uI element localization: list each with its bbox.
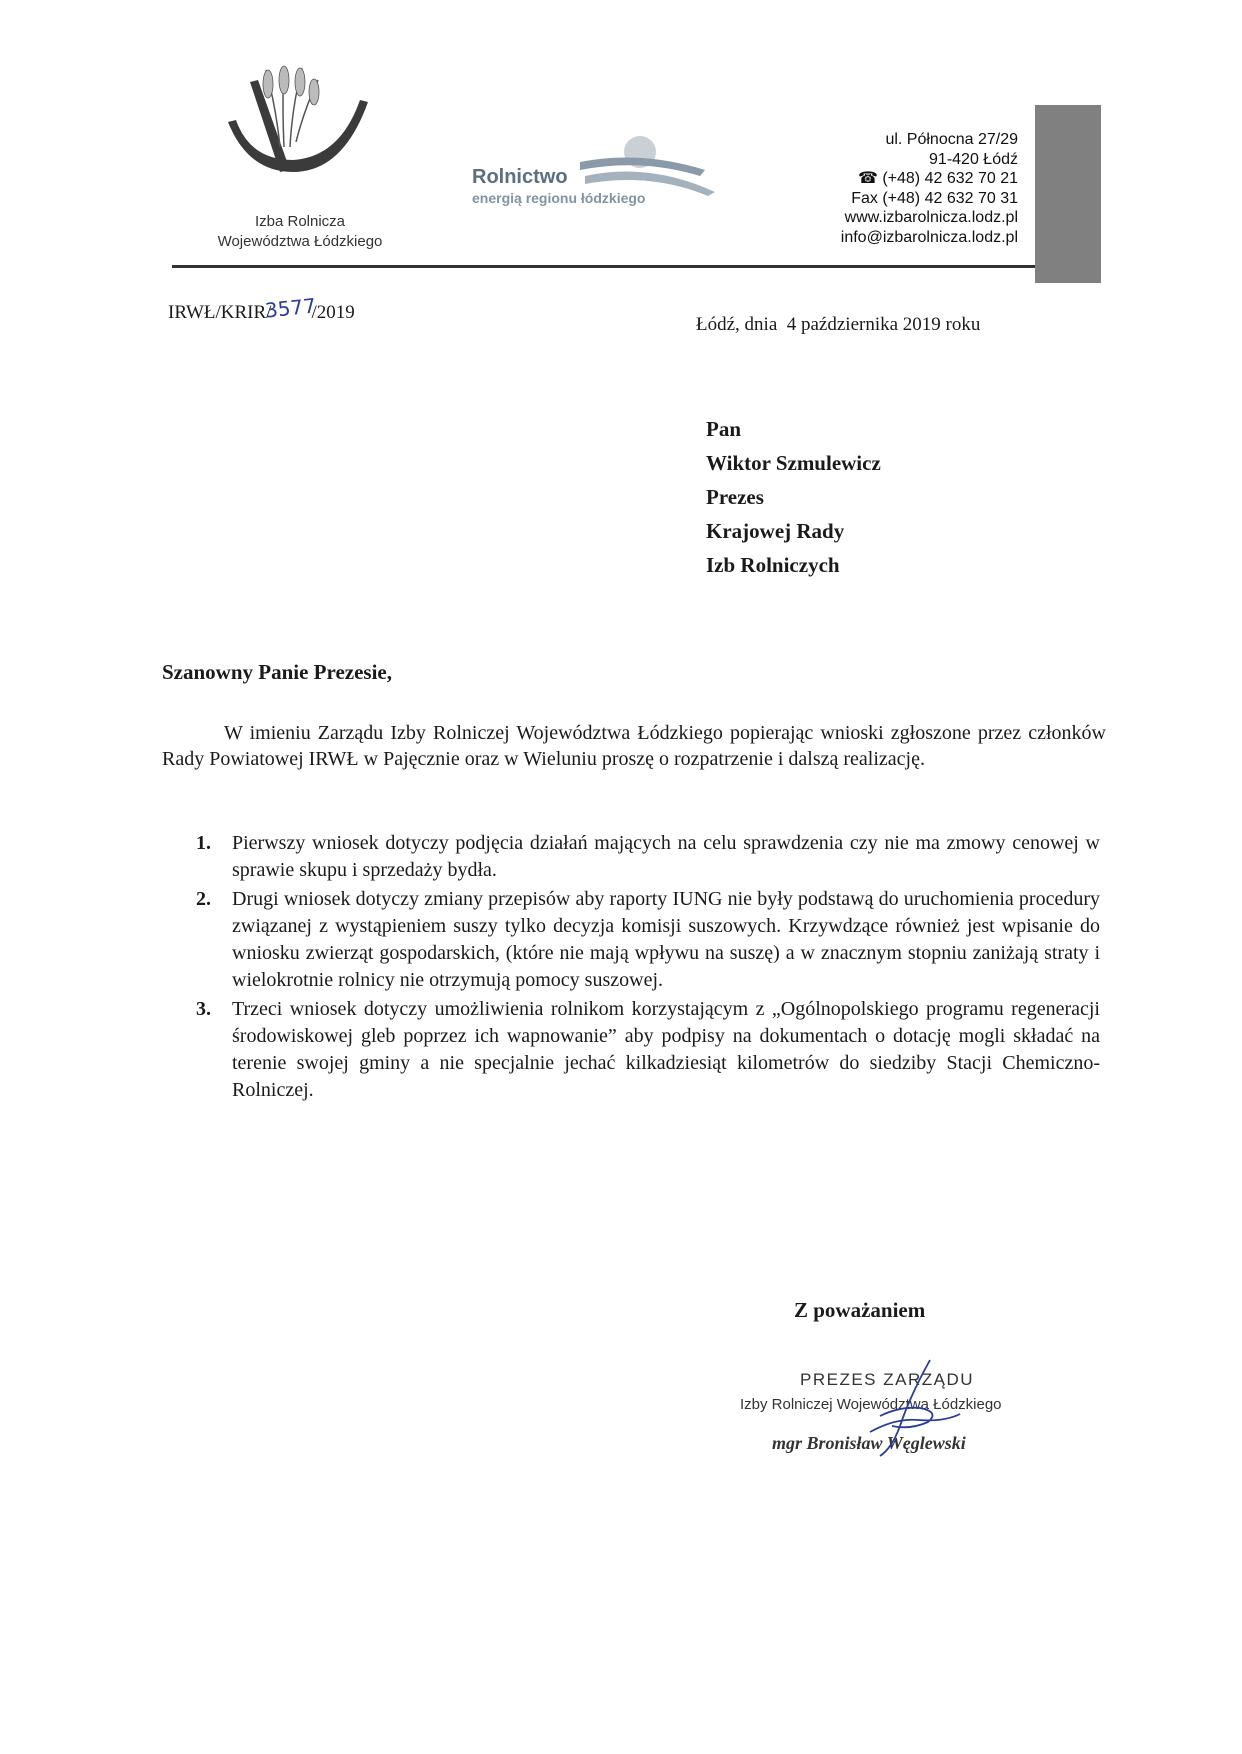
contact-website: www.izbarolnicza.lodz.pl — [844, 209, 1018, 226]
reference-number — [168, 293, 355, 324]
signature-title: PREZES ZARZĄDU — [800, 1370, 975, 1389]
org-name-line1: Izba Rolnicza — [254, 213, 346, 230]
wheat-sickle-icon — [218, 62, 378, 192]
handwritten-number: 3577 — [264, 293, 318, 323]
greeting: Szanowny Panie Prezesie, — [162, 660, 392, 684]
addressee-line: Wiktor Szmulewicz — [706, 451, 881, 475]
list-item-number: 3. — [196, 998, 211, 1020]
list-item — [196, 830, 1100, 884]
contact-city: 91-420 Łódź — [929, 150, 1018, 168]
header-rule — [172, 265, 1035, 268]
addressee-line: Prezes — [706, 485, 764, 509]
contact-street: ul. Północna 27/29 — [885, 131, 1018, 148]
contact-block — [700, 130, 1018, 247]
request-list — [196, 830, 1100, 1106]
list-item-text: Pierwszy wniosek dotyczy podjęcia działań mających na celu sprawdzenia czy nie ma zmowy cenowej w sprawie skupu i sprzedaży bydła. — [232, 832, 1100, 881]
org-name-line2: Województwa Łódzkiego — [217, 233, 383, 250]
reference-prefix: IRWŁ/KRIR/ — [168, 302, 272, 323]
handwritten-signature — [840, 1356, 980, 1466]
addressee — [706, 412, 881, 582]
intro-paragraph: W imieniu Zarządu Izby Rolniczej Województwa Łódzkiego popierając wnioski zgłoszone przez członków Rady Powiatowej IRWŁ w Pajęcznie oraz w Wieluniu proszę o rozpatrzenie i dalszą realizację. — [162, 722, 1106, 770]
signature-name: mgr Bronisław Węglewski — [772, 1433, 966, 1453]
campaign-logo — [470, 132, 720, 212]
reference-suffix: /2019 — [311, 302, 355, 323]
contact-email: info@izbarolnicza.lodz.pl — [840, 228, 1018, 246]
closing: Z poważaniem — [794, 1298, 926, 1322]
signature-block — [740, 1370, 1060, 1454]
contact-phone: ☎ (+48) 42 632 70 21 — [857, 170, 1018, 187]
campaign-title: Rolnictwo — [472, 166, 568, 188]
addressee-line: Izb Rolniczych — [706, 553, 840, 577]
campaign-subtitle: energią regionu łódzkiego — [472, 190, 646, 206]
signature-org: Izby Rolniczej Województwa Łódzkiego — [740, 1396, 1002, 1413]
list-item-text: Trzeci wniosek dotyczy umożliwienia rolnikom korzystającym z „Ogólnopolskiego programu regeneracji środowiskowej gleb poprzez ich wapnowanie” aby podpisy na dokumentach o dotację mogli składać na terenie swojej gminy a nie specjalnie jechać kilkadziesiąt kilometrów do siedziby Stacji Chemiczno-Rolniczej. — [232, 998, 1100, 1101]
header-gray-bar — [1035, 105, 1101, 283]
org-name — [180, 212, 420, 252]
list-item-text: Drugi wniosek dotyczy zmiany przepisów aby raporty IUNG nie były podstawą do uruchomienia procedury związanej z wystąpieniem suszy tylko decyzja komisji suszowych. Krzywdzące również jest wpisanie do wniosku zwierząt gospodarskich, (które nie mają wpływu na suszę) a w znacznym stopniu zaniżają straty i wielokrotnie rolnicy nie otrzymują pomocy suszowej. — [232, 888, 1100, 991]
date-line: Łódź, dnia 4 października 2019 roku — [696, 314, 981, 335]
addressee-line: Krajowej Rady — [706, 519, 845, 543]
list-item — [196, 996, 1100, 1104]
list-item-number: 1. — [196, 832, 211, 854]
contact-fax: Fax (+48) 42 632 70 31 — [851, 189, 1018, 207]
list-item-number: 2. — [196, 888, 211, 910]
org-logo — [218, 62, 378, 192]
list-item — [196, 886, 1100, 994]
addressee-line: Pan — [706, 417, 742, 441]
